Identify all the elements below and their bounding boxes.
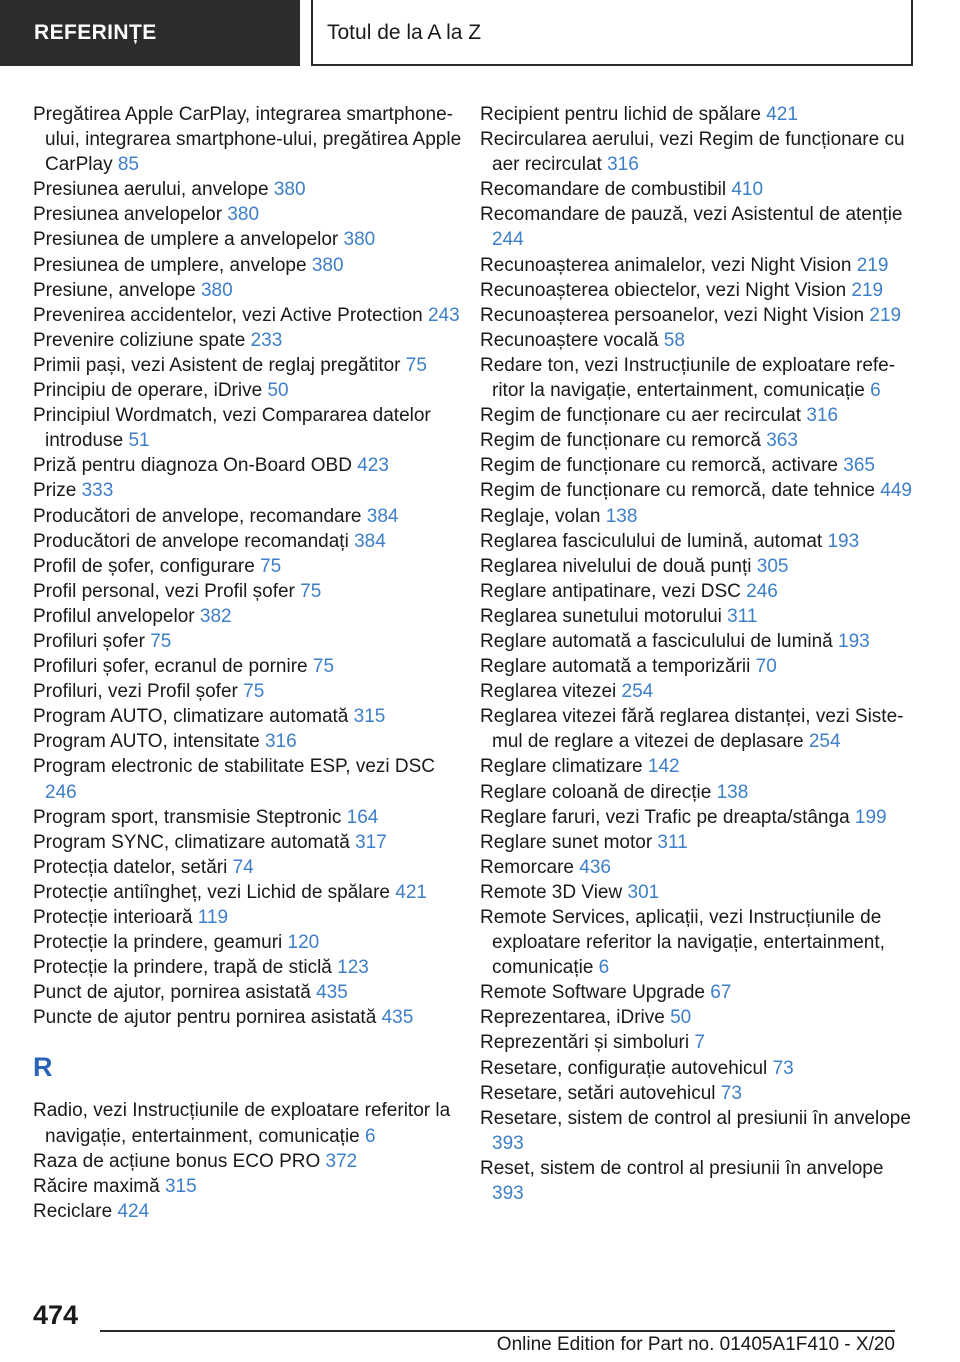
index-entry: [33, 654, 463, 679]
entry-term: Program electronic de stabilitate ESP, vezi DSC: [33, 756, 435, 778]
index-entry: [480, 830, 920, 855]
entry-term: Protecție interioară: [33, 907, 198, 928]
entry-term: Radio, vezi Instrucțiunile de exploatare referitor la navigație, entertainment, comunicație: [33, 1100, 451, 1147]
entry-term: Protecție antiîngheț, vezi Lichid de spălare: [33, 881, 396, 903]
entry-term: Recomandare de pauză, vezi Asistentul de atenție: [480, 204, 903, 226]
page-link[interactable]: 372: [325, 1150, 358, 1172]
page-link[interactable]: 123: [337, 957, 369, 979]
index-entry: [480, 780, 920, 805]
entry-term: Presiunea de umplere a anvelopelor: [33, 229, 344, 251]
entry-term: Regim de funcționare cu remorcă, date tehnice: [480, 480, 881, 502]
index-entry: [480, 704, 920, 754]
entry-term: Puncte de ajutor pentru pornirea asistată: [33, 1007, 382, 1029]
entry-term: Reglarea sunetului motorului: [480, 605, 728, 627]
entry-term: Presiunea anvelopelor: [33, 204, 228, 226]
entry-term: Recunoașterea obiectelor, vezi Night Vision: [480, 279, 852, 301]
entry-term: Reglaje, volan: [480, 505, 606, 527]
index-entry: [480, 253, 920, 278]
page-link[interactable]: 75: [243, 681, 265, 703]
index-entry: [33, 453, 463, 478]
page-link[interactable]: 311: [727, 605, 758, 627]
page-link[interactable]: 6: [870, 380, 881, 402]
entry-term: Resetare, configurație autovehicul: [480, 1057, 773, 1079]
entry-term: Recipient pentru lichid de spălare: [480, 104, 767, 125]
page-link[interactable]: 316: [264, 731, 297, 753]
index-entry: [33, 629, 463, 654]
entry-term: Prevenirea accidentelor, vezi Active Protection: [33, 304, 428, 326]
index-entry: [33, 805, 463, 830]
page-link[interactable]: 246: [45, 781, 77, 803]
entry-term: Profiluri, vezi Profil șofer: [33, 681, 244, 703]
page-link[interactable]: 73: [772, 1057, 794, 1079]
page-link[interactable]: 301: [627, 881, 660, 903]
index-entry: [480, 177, 920, 202]
index-entry: [480, 202, 920, 252]
page-link[interactable]: 119: [197, 907, 229, 928]
page-link[interactable]: 316: [607, 154, 639, 176]
page-link[interactable]: 436: [579, 856, 611, 878]
index-entry: [33, 227, 463, 252]
index-entry: [33, 855, 463, 880]
page-link[interactable]: 142: [647, 756, 680, 778]
entry-term: Regim de funcționare cu aer recirculat: [480, 405, 807, 427]
footer-divider: [100, 1330, 895, 1332]
entry-term: Reprezentarea, iDrive: [480, 1007, 671, 1029]
index-list-r-continued: [480, 102, 920, 1206]
page-link[interactable]: 424: [117, 1200, 150, 1222]
index-entry: [33, 1098, 463, 1148]
page-link[interactable]: 449: [880, 480, 912, 502]
page-link[interactable]: 380: [200, 279, 233, 301]
page-link[interactable]: 380: [311, 254, 344, 276]
index-entry: [480, 353, 920, 403]
entry-term: Recunoaștere vocală: [480, 329, 664, 351]
index-entry: [480, 629, 920, 654]
page-link[interactable]: 85: [117, 154, 139, 176]
entry-term: Producători de anvelope recomandați: [33, 530, 355, 552]
index-entry: [33, 1005, 463, 1030]
chapter-title: Totul de la A la Z: [311, 0, 913, 66]
entry-term: Reglare sunet motor: [480, 831, 658, 853]
index-list-r: [33, 1098, 463, 1223]
index-entry: [480, 654, 920, 679]
page-link[interactable]: 50: [670, 1007, 692, 1029]
page-link[interactable]: 380: [343, 229, 376, 251]
index-entry: [33, 1199, 463, 1224]
page-link[interactable]: 50: [267, 380, 289, 402]
index-entry: [33, 378, 463, 403]
index-entry: [33, 177, 463, 202]
index-entry: [480, 303, 920, 328]
index-entry: [480, 127, 920, 177]
page-link[interactable]: 120: [287, 932, 320, 954]
entry-term: Recunoașterea persoanelor, vezi Night Vision: [480, 304, 870, 326]
index-entry: [480, 428, 920, 453]
entry-term: Presiunea de umplere, anvelope: [33, 254, 312, 276]
entry-term: Program AUTO, intensitate: [33, 731, 265, 753]
page-link[interactable]: 254: [621, 681, 654, 703]
entry-term: Principiul Wordmatch, vezi Compararea datelor introduse: [33, 405, 431, 452]
page-link[interactable]: 7: [694, 1032, 705, 1054]
index-entry: [480, 880, 920, 905]
index-entry: [33, 328, 463, 353]
page-link[interactable]: 305: [756, 555, 789, 577]
entry-term: Reglarea vitezei: [480, 681, 622, 703]
entry-term: Remorcare: [480, 856, 580, 878]
page-link[interactable]: 393: [492, 1183, 524, 1205]
index-entry: [33, 704, 463, 729]
entry-term: Remote Services, aplicații, vezi Instrucțiunile de exploatare referitor la navigație, entertainment, comunicație: [480, 907, 885, 979]
index-entry: [480, 579, 920, 604]
index-entry: [480, 1056, 920, 1081]
page-link[interactable]: 75: [300, 580, 322, 602]
page-link[interactable]: 421: [395, 881, 427, 903]
index-entry: [480, 529, 920, 554]
page-link[interactable]: 75: [260, 555, 282, 577]
entry-term: Primii pași, vezi Asistent de reglaj pregătitor: [33, 354, 406, 376]
page-link[interactable]: 384: [354, 530, 386, 552]
index-column-right: [480, 102, 920, 1206]
page-link[interactable]: 435: [381, 1007, 414, 1029]
page-link[interactable]: 316: [806, 405, 839, 427]
page-link[interactable]: 311: [657, 831, 688, 853]
entry-term: Reprezentări și simboluri: [480, 1032, 695, 1054]
page-link[interactable]: 380: [227, 204, 260, 226]
page-link[interactable]: 382: [199, 605, 232, 627]
index-entry: [33, 1149, 463, 1174]
page-link[interactable]: 233: [250, 329, 283, 351]
entry-term: Regim de funcționare cu remorcă, activare: [480, 455, 844, 477]
entry-term: Reglare coloană de direcție: [480, 781, 717, 803]
page-link[interactable]: 363: [766, 430, 798, 452]
entry-term: Regim de funcționare cu remorcă: [480, 430, 767, 452]
index-entry: [480, 1081, 920, 1106]
entry-term: Recunoașterea animalelor, vezi Night Vision: [480, 254, 857, 276]
entry-term: Reglare automată a temporizării: [480, 656, 756, 678]
entry-term: Prevenire coliziune spate: [33, 329, 251, 351]
index-entry: [33, 754, 463, 804]
index-entry: [480, 1030, 920, 1055]
index-entry: [33, 102, 463, 177]
page-link[interactable]: 315: [353, 706, 386, 728]
entry-term: Resetare, setări autovehicul: [480, 1082, 721, 1104]
page-link[interactable]: 317: [355, 831, 387, 853]
entry-term: Presiunea aerului, anvelope: [33, 179, 274, 201]
page-link[interactable]: 365: [843, 455, 875, 477]
index-entry: [480, 328, 920, 353]
index-entry: [33, 278, 463, 303]
index-entry: [33, 830, 463, 855]
index-entry: [480, 554, 920, 579]
index-entry: [33, 529, 463, 554]
page-link[interactable]: 58: [663, 329, 685, 351]
entry-term: Program sport, transmisie Steptronic: [33, 806, 347, 828]
index-entry: [480, 1156, 920, 1206]
page-link[interactable]: 193: [827, 530, 860, 552]
index-entry: [480, 403, 920, 428]
page-link[interactable]: 393: [492, 1132, 524, 1154]
entry-term: Reglare climatizare: [480, 756, 648, 778]
index-entry: [33, 930, 463, 955]
index-entry: [480, 504, 920, 529]
page-link[interactable]: 243: [427, 304, 460, 326]
entry-term: Reset, sistem de control al presiunii în anvelope: [480, 1157, 884, 1179]
entry-term: Remote Software Upgrade: [480, 982, 711, 1004]
entry-term: Profilul anvelopelor: [33, 605, 200, 627]
index-entry: [480, 754, 920, 779]
entry-term: Resetare, sistem de control al presiunii în anvelope: [480, 1107, 911, 1129]
index-entry: [480, 278, 920, 303]
entry-term: Producători de anvelope, recomandare: [33, 505, 367, 527]
index-entry: [480, 905, 920, 980]
page-link[interactable]: 219: [851, 279, 884, 301]
page-link[interactable]: 254: [808, 731, 841, 753]
index-entry: [33, 353, 463, 378]
page-header: [0, 0, 960, 66]
index-entry: [33, 905, 463, 930]
entry-term: Profil personal, vezi Profil șofer: [33, 580, 301, 602]
index-entry: [480, 855, 920, 880]
index-entry: [33, 554, 463, 579]
section-tab: REFERINȚE: [0, 0, 300, 66]
entry-term: Reglarea nivelului de două punți: [480, 555, 757, 577]
index-entry: [33, 579, 463, 604]
index-column-left: [33, 102, 463, 1224]
entry-term: Principiu de operare, iDrive: [33, 380, 268, 402]
entry-term: Program SYNC, climatizare automată: [33, 831, 356, 853]
entry-term: Reglare antipatinare, vezi DSC: [480, 580, 747, 602]
index-entry: [33, 478, 463, 503]
page-link[interactable]: 75: [312, 656, 335, 678]
page-link[interactable]: 421: [766, 104, 798, 125]
page-link[interactable]: 199: [854, 806, 887, 828]
index-entry: [480, 679, 920, 704]
page-link[interactable]: 67: [710, 982, 732, 1004]
index-entry: [480, 1005, 920, 1030]
edition-note: Online Edition for Part no. 01405A1F410 - X/20: [496, 1334, 895, 1355]
index-entry: [480, 805, 920, 830]
index-entry: [480, 604, 920, 629]
page-link[interactable]: 219: [869, 304, 902, 326]
entry-term: Presiune, anvelope: [33, 279, 201, 301]
entry-term: Priză pentru diagnoza On-Board OBD: [33, 455, 358, 477]
entry-term: Redare ton, vezi Instrucțiunile de exploatare referitor la navigație, entertainment, comunicație: [480, 354, 896, 402]
entry-term: Recircularea aerului, vezi Regim de funcționare cu aer recirculat: [480, 129, 905, 176]
page-link[interactable]: 6: [598, 957, 610, 979]
index-entry: [480, 980, 920, 1005]
entry-term: Răcire maximă: [33, 1175, 165, 1197]
entry-term: Protecție la prindere, geamuri: [33, 932, 288, 954]
page-link[interactable]: 410: [731, 179, 764, 201]
entry-term: Profiluri șofer: [33, 630, 151, 652]
index-entry: [33, 955, 463, 980]
page-link[interactable]: 435: [316, 982, 348, 1004]
index-entry: [480, 478, 920, 503]
entry-term: Prize: [33, 480, 82, 502]
entry-term: Protecție la prindere, trapă de sticlă: [33, 957, 338, 979]
page-number: 474: [33, 1300, 79, 1330]
entry-term: Punct de ajutor, pornirea asistată: [33, 982, 317, 1004]
page-link[interactable]: 380: [273, 179, 306, 201]
index-entry: [480, 453, 920, 478]
page-link[interactable]: 246: [746, 580, 778, 602]
index-entry: [33, 679, 463, 704]
index-entry: [33, 504, 463, 529]
section-letter: R: [33, 1052, 53, 1083]
page-link[interactable]: 193: [838, 630, 870, 652]
page-link[interactable]: 164: [346, 806, 379, 828]
page-link[interactable]: 74: [232, 856, 254, 878]
page-link[interactable]: 70: [755, 656, 777, 678]
page-link[interactable]: 138: [605, 505, 638, 527]
page-link[interactable]: 6: [365, 1125, 376, 1147]
entry-term: Profil de șofer, configurare: [33, 555, 261, 577]
page-link[interactable]: 423: [357, 455, 389, 477]
entry-term: Reciclare: [33, 1200, 118, 1222]
entry-term: Reglarea vitezei fără reglarea distanței, vezi Sistemul de reglare a vitezei de deplasare: [480, 706, 904, 753]
index-entry: [33, 303, 463, 328]
page-link[interactable]: 73: [720, 1082, 742, 1104]
page-link[interactable]: 75: [405, 354, 427, 376]
page-link[interactable]: 333: [81, 480, 114, 502]
page-link[interactable]: 315: [164, 1175, 197, 1197]
page-link[interactable]: 138: [716, 781, 749, 803]
index-list-p: [33, 102, 463, 1030]
index-entry: [33, 729, 463, 754]
page-link[interactable]: 219: [856, 254, 889, 276]
entry-term: Reglare faruri, vezi Trafic pe dreapta/stânga: [480, 806, 855, 828]
entry-term: Raza de acțiune bonus ECO PRO: [33, 1150, 326, 1172]
entry-term: Reglarea fasciculului de lumină, automat: [480, 530, 828, 552]
page-link[interactable]: 244: [492, 229, 524, 251]
entry-term: Program AUTO, climatizare automată: [33, 706, 354, 728]
index-entry: [33, 604, 463, 629]
index-entry: [33, 403, 463, 453]
index-entry: [33, 980, 463, 1005]
entry-term: Reglare automată a fasciculului de lumină: [480, 630, 839, 652]
index-entry: [480, 102, 920, 127]
index-entry: [33, 253, 463, 278]
entry-term: Remote 3D View: [480, 881, 628, 903]
index-entry: [33, 1174, 463, 1199]
index-entry: [480, 1106, 920, 1156]
entry-term: Pregătirea Apple CarPlay, integrarea smartphone-ului, integrarea smartphone-ului, pregătirea Apple CarPlay: [33, 104, 462, 176]
entry-term: Protecția datelor, setări: [33, 856, 233, 878]
entry-term: Profiluri șofer, ecranul de pornire: [33, 656, 313, 678]
page-link[interactable]: 384: [366, 505, 399, 527]
page-link[interactable]: 75: [150, 630, 172, 652]
page-link[interactable]: 51: [128, 430, 150, 452]
index-entry: [33, 202, 463, 227]
entry-term: Recomandare de combustibil: [480, 179, 732, 201]
index-entry: [33, 880, 463, 905]
